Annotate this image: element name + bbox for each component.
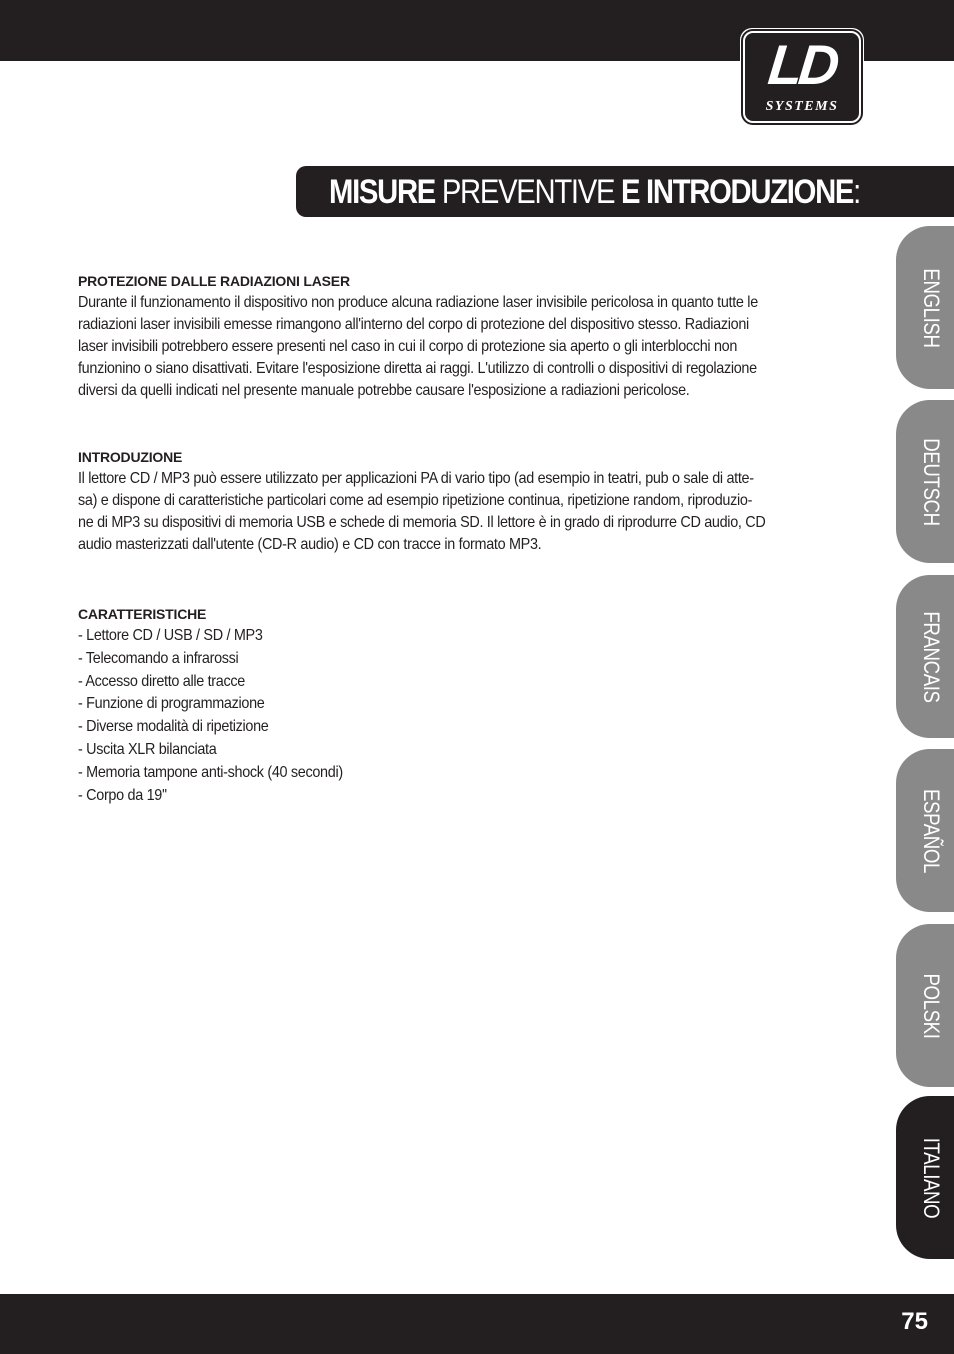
- tab-polski[interactable]: [896, 924, 954, 1087]
- paragraph: [78, 468, 879, 556]
- list-item: - Diverse modalità di ripetizione: [78, 718, 269, 736]
- features-list: [78, 625, 878, 807]
- text-line: ne di MP3 su dispositivi di memoria USB e schede di memoria SD. Il lettore è in grado di riprodurre CD audio, CD: [78, 514, 766, 531]
- section-heading: PROTEZIONE DALLE RADIAZIONI LASER: [78, 273, 350, 289]
- tab-francais[interactable]: [896, 575, 954, 738]
- tab-english[interactable]: [896, 226, 954, 389]
- list-item: - Accesso diretto alle tracce: [78, 672, 245, 690]
- section-introduzione: [78, 446, 878, 556]
- section-caratteristiche: [78, 603, 878, 807]
- tab-italiano[interactable]: [896, 1096, 954, 1259]
- text-line: funzionino o siano disattivati. Evitare l'esposizione diretta ai raggi. L'utilizzo di controlli o dispositivi di regolazione: [78, 360, 757, 377]
- section-heading: CARATTERISTICHE: [78, 606, 207, 622]
- text-line: Il lettore CD / MP3 può essere utilizzato per applicazioni PA di vario tipo (ad esempio in teatri, pub o sale di atte-: [78, 470, 754, 487]
- title-part-3: E INTRODUZIONE: [620, 173, 854, 211]
- text-line: laser invisibili potrebbero essere presenti nel caso in cui il corpo di protezione sia aperto o gli interblocchi non: [78, 338, 738, 355]
- title-part-1: MISURE: [329, 173, 435, 211]
- page-number: 75: [901, 1308, 928, 1335]
- title-banner: [296, 166, 954, 217]
- paragraph: [78, 292, 879, 402]
- section-laser: [78, 270, 878, 402]
- tab-deutsch[interactable]: [896, 400, 954, 563]
- logo-mark: LD: [765, 33, 839, 96]
- main-content: [78, 270, 878, 807]
- text-line: sa) e dispone di caratteristiche particolari come ad esempio ripetizione continua, ripetizione random, riproduzio-: [78, 492, 753, 509]
- list-item: - Memoria tampone anti-shock (40 secondi): [78, 763, 343, 781]
- list-item: - Uscita XLR bilanciata: [78, 740, 217, 758]
- text-line: radiazioni laser invisibili emesse rimangono all'interno del corpo di protezione del dispositivo stesso. Radiazioni: [78, 316, 749, 333]
- section-heading: INTRODUZIONE: [78, 449, 183, 465]
- tab-label: DEUTSCH: [919, 437, 944, 526]
- text-line: Durante il funzionamento il dispositivo non produce alcuna radiazione laser invisibile pericolosa in quanto tutte le: [78, 294, 758, 311]
- tab-label: ITALIANO: [919, 1137, 944, 1218]
- list-item: - Funzione di programmazione: [78, 695, 265, 713]
- tab-label: POLSKI: [919, 972, 944, 1039]
- list-item: - Corpo da 19'': [78, 786, 167, 804]
- tab-label: ESPAÑOL: [919, 788, 944, 873]
- list-item: - Telecomando a infrarossi: [78, 649, 239, 667]
- logo-frame: [743, 31, 861, 123]
- bottom-bar: [0, 1294, 954, 1354]
- title-part-4: :: [853, 173, 860, 211]
- tab-label: ENGLISH: [919, 267, 944, 348]
- tab-espanol[interactable]: [896, 749, 954, 912]
- tab-label: FRANCAIS: [919, 610, 944, 703]
- list-item: - Lettore CD / USB / SD / MP3: [78, 627, 263, 644]
- text-line: audio masterizzati dall'utente (CD-R audio) e CD con tracce in formato MP3.: [78, 536, 542, 553]
- ld-systems-logo: [740, 28, 864, 126]
- page-title: [329, 172, 860, 212]
- text-line: diversi da quelli indicati nel presente manuale potrebbe causare l'esposizione a radiazioni pericolose.: [78, 382, 690, 399]
- title-part-2: PREVENTIVE: [441, 173, 615, 211]
- logo-subtitle: SYSTEMS: [765, 99, 839, 114]
